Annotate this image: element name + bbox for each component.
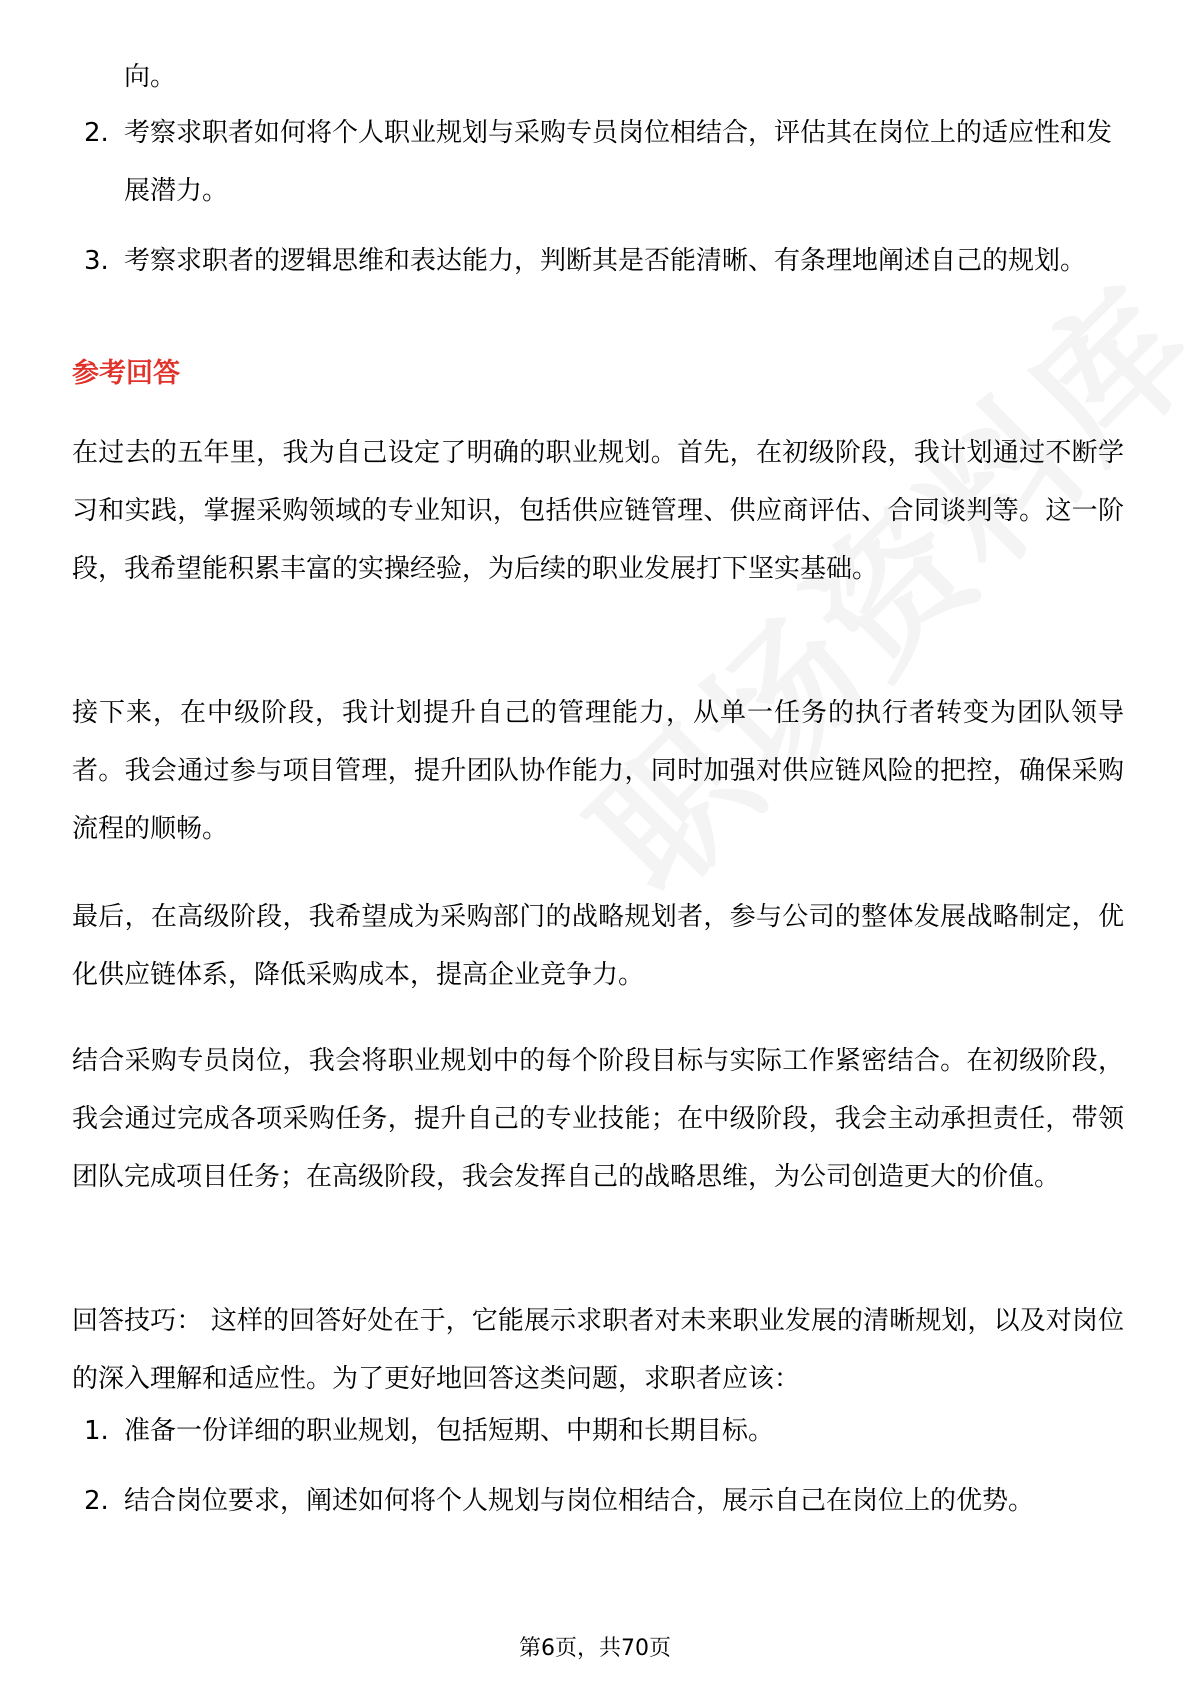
continued-text: 向。	[124, 62, 177, 92]
tips-paragraph: 回答技巧： 这样的回答好处在于，它能展示求职者对未来职业发展的清晰规划，以及对岗位的深入理解和适应性。为了更好地回答这类问题，求职者应该：	[72, 1306, 1124, 1394]
answer-paragraph: 接下来，在中级阶段，我计划提升自己的管理能力，从单一任务的执行者转变为团队领导者。我会通过参与项目管理，提升团队协作能力，同时加强对供应链风险的把控，确保采购流程的顺畅。	[72, 698, 1124, 844]
list-item	[72, 1472, 1122, 1530]
list-item-text: 考察求职者的逻辑思维和表达能力，判断其是否能清晰、有条理地阐述自己的规划。	[124, 246, 1087, 276]
list-item-text: 考察求职者如何将个人职业规划与采购专员岗位相结合，评估其在岗位上的适应性和发展潜力。	[124, 118, 1113, 206]
list-number: 3.	[84, 246, 109, 276]
answer-paragraph: 结合采购专员岗位，我会将职业规划中的每个阶段目标与实际工作紧密结合。在初级阶段，我会通过完成各项采购任务，提升自己的专业技能；在中级阶段，我会主动承担责任，带领团队完成项目任务；在高级阶段，我会发挥自己的战略思维，为公司创造更大的价值。	[72, 1046, 1124, 1192]
list-item-text: 准备一份详细的职业规划，包括短期、中期和长期目标。	[124, 1416, 775, 1446]
answer-paragraph: 在过去的五年里，我为自己设定了明确的职业规划。首先，在初级阶段，我计划通过不断学习和实践，掌握采购领域的专业知识，包括供应链管理、供应商评估、合同谈判等。这一阶段，我希望能积累丰富的实操经验，为后续的职业发展打下坚实基础。	[72, 438, 1124, 584]
criteria-list	[72, 104, 1122, 302]
list-number: 2.	[84, 118, 109, 148]
section-title: 参考回答	[72, 358, 180, 389]
list-item	[72, 232, 1122, 290]
list-item-text: 结合岗位要求，阐述如何将个人规划与岗位相结合，展示自己在岗位上的优势。	[124, 1486, 1035, 1516]
tips-list	[72, 1402, 1122, 1542]
list-number: 2.	[84, 1486, 109, 1516]
list-number: 1.	[84, 1416, 109, 1446]
list-item	[72, 1402, 1122, 1460]
answer-paragraph: 最后，在高级阶段，我希望成为采购部门的战略规划者，参与公司的整体发展战略制定，优化供应链体系，降低采购成本，提高企业竞争力。	[72, 902, 1124, 990]
list-item	[72, 104, 1122, 220]
page-footer: 第6页，共70页	[519, 1636, 671, 1661]
